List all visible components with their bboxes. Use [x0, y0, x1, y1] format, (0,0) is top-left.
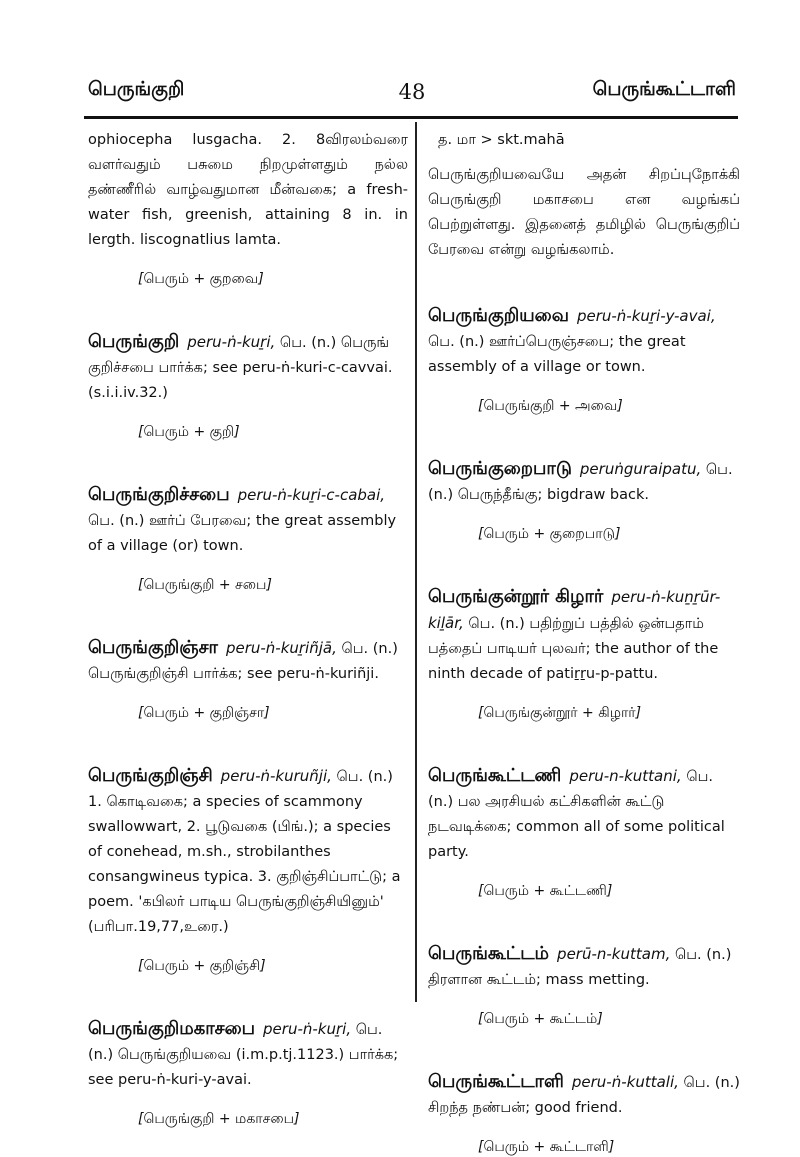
headword: பெருங்குறிச்சபை: [88, 484, 230, 505]
definition: பெ. (n.) பெருங் குறிச்சபை பார்க்க; see peru-ṅ-kuri-c-cavvai. (s.i.i.iv.32.): [88, 335, 393, 401]
header-rule: [84, 116, 738, 119]
headword: பெருங்குன்றூர் கிழார்: [428, 586, 604, 607]
etymology: [பெரும் + குறி]: [138, 424, 240, 440]
headword: பெருங்குறியவை: [428, 305, 569, 326]
transliteration: peru-ṅ-kuṟi,: [263, 1020, 352, 1038]
etymology: [பெருங்குறி + சபை]: [138, 577, 272, 593]
dictionary-entry: [88, 763, 408, 976]
etymology: [பெரும் + குறிஞ்சி]: [138, 958, 266, 974]
dictionary-entry: [428, 941, 740, 1029]
etymology: [பெருங்குன்றூர் + கிழார்]: [478, 705, 642, 721]
definition: பெ. (n.) ஊர்ப் பேரவை; the great assembly of a village (or) town.: [88, 513, 397, 554]
dictionary-entry: [428, 763, 740, 901]
column-divider: [415, 122, 417, 1002]
usage-note: பெருங்குறியவையே அதன் சிறப்புநோக்கி பெருங்குறி மகாசபை என வழங்கப் பெற்றுள்ளது. இதனைத் தமிழில் பெருங்குறிப் பேரவை என்று வழங்கலாம்.: [428, 167, 740, 258]
dictionary-entry: [428, 456, 740, 544]
transliteration: peru-ṅ-kuruñji,: [220, 767, 332, 785]
definition: பெ. (n.) சிறந்த நண்பன்; good friend.: [428, 1075, 740, 1116]
transliteration: peruṅguraipatu,: [579, 460, 702, 478]
transliteration: peru-ṅ-kuṟi-y-avai,: [576, 307, 716, 325]
definition: பெ. (n.) 1. கொடிவகை; a species of scammony swallowwart, 2. பூடுவகை (பிங்.); a species of conehead, m.sh., strobilanthes consangwineus typica. 3. குறிஞ்சிப்பாட்டு; a poem. 'கபிலர் பாடிய பெருங்குறிஞ்சியினும்' (பரிபா.19,77,உரை.): [88, 769, 401, 935]
etymology: [பெருங்குறி + அவை]: [478, 398, 623, 414]
definition: பெ. (n.) பதிற்றுப் பத்தில் ஒன்பதாம் பத்தைப் பாடியர் புலவர்; the author of the ninth decade of patiṟṟu-p-pattu.: [428, 616, 719, 682]
headword: பெருங்குறைபாடு: [428, 458, 572, 479]
definition: பெ. (n.) திரளான கூட்டம்; mass metting.: [428, 947, 732, 988]
definition: பெ. (n.) ஊர்ப்பெருஞ்சபை; the great assembly of a village or town.: [428, 334, 686, 375]
definition: பெ. (n.) பல அரசியல் கட்சிகளின் கூட்டு நடவடிக்கை; common all of some political party.: [428, 769, 725, 860]
definition: பெ. (n.) பெருங்குறியவை (i.m.p.tj.1123.) பார்க்க; see peru-ṅ-kuri-y-avai.: [88, 1022, 399, 1088]
headword: பெருங்கூட்டாளி: [428, 1071, 564, 1092]
transliteration: peru-ṅ-kuṟi,: [187, 333, 276, 351]
etymology: [பெருங்குறி + மகாசபை]: [138, 1111, 300, 1127]
dictionary-entry: [428, 584, 740, 723]
transliteration: peru-n-kuttani,: [569, 767, 682, 785]
left-column: [88, 128, 408, 1129]
etymology: [பெரும் + குறிஞ்சா]: [138, 705, 270, 721]
etymology: [பெரும் + கூட்டாளி]: [478, 1139, 615, 1155]
dictionary-entry: [88, 635, 408, 723]
transliteration: perū-n-kuttam,: [557, 945, 671, 963]
continuation-text: ophiocepha lusgacha. 2. 8விரலம்வரை வளர்வதும் பசுமை நிறமுள்ளதும் நல்ல தண்ணீரில் வாழ்வதுமான மீன்வகை; a fresh-water fish, greenish, attaining 8 in. in lergth. liscognatlius lamta.: [88, 132, 408, 248]
right-column: [428, 128, 740, 1157]
definition: பெ. (n.) பெருந்தீங்கு; bigdraw back.: [428, 462, 733, 503]
headword: பெருங்குறிமகாசபை: [88, 1018, 256, 1039]
etymology-note: த. மா > skt.mahā: [438, 132, 565, 148]
headword: பெருங்குறிஞ்சா: [88, 637, 218, 658]
left-running-headword: பெருங்குறி: [88, 78, 185, 100]
transliteration: peru-ṅ-kuṉṟūr-kiḻār,: [428, 588, 721, 632]
transliteration: peru-ṅ-kuttali,: [571, 1073, 679, 1091]
page-number: 48: [398, 80, 426, 104]
dictionary-entry: [428, 1069, 740, 1157]
etymology: [பெரும் + கூட்டம்]: [478, 1011, 603, 1027]
transliteration: peru-ṅ-kuṟiñjā,: [225, 639, 337, 657]
etymology: [பெரும் + கூட்டணி]: [478, 883, 613, 899]
transliteration: peru-ṅ-kuṟi-c-cabai,: [237, 486, 386, 504]
etymology: [பெரும் + குறவை]: [138, 271, 264, 287]
dictionary-entry: [88, 329, 408, 442]
etymology: [பெரும் + குறைபாடு]: [478, 526, 621, 542]
headword: பெருங்குறி: [88, 331, 180, 352]
dictionary-entry: [88, 482, 408, 595]
headword: பெருங்கூட்டணி: [428, 765, 562, 786]
definition: பெ. (n.) பெருங்குறிஞ்சி பார்க்க; see peru-ṅ-kuriñji.: [88, 641, 398, 682]
headword: பெருங்குறிஞ்சி: [88, 765, 213, 786]
page-header: [88, 78, 736, 114]
right-running-headword: பெருங்கூட்டாளி: [592, 78, 736, 100]
dictionary-entry: [428, 303, 740, 416]
headword: பெருங்கூட்டம்: [428, 943, 550, 964]
dictionary-entry: [88, 1016, 408, 1129]
